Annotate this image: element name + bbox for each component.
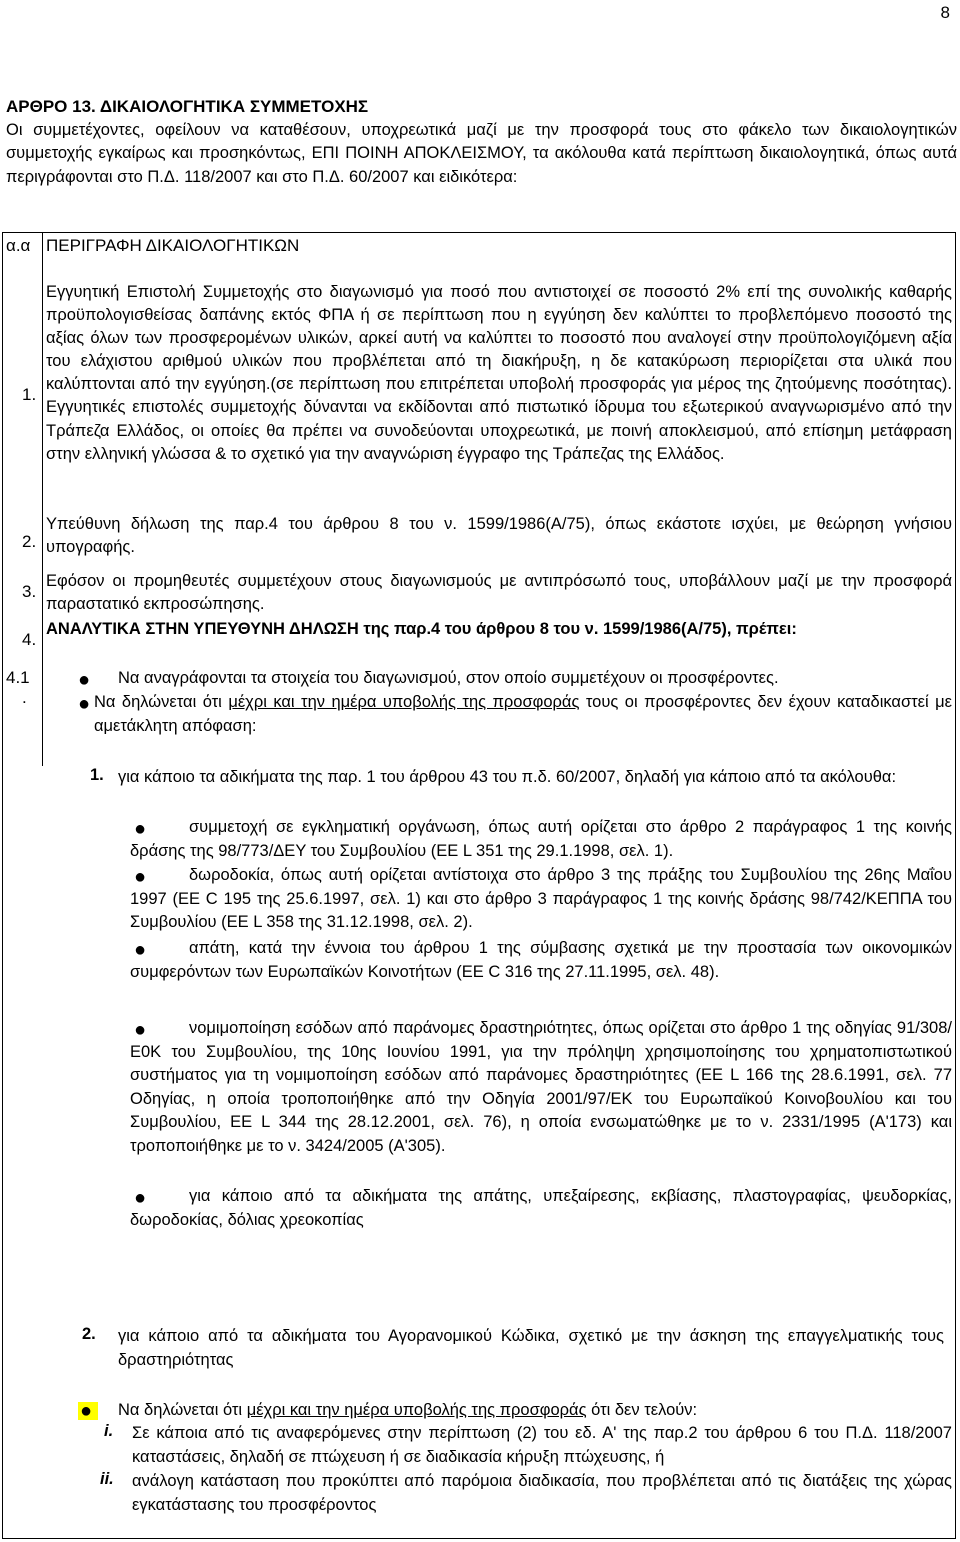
roman-i-text: Σε κάποια από τις αναφερόμενες στην περίπτωση (2) του εδ. Α' της παρ.2 του άρθρου 6 του Π.Δ. 118/2007 καταστάσεις, δηλαδή σε πτώχευση ή σε διαδικασία κήρυξη πτώχευσης, ή <box>132 1424 952 1466</box>
subitem-2-number: 2. <box>82 1325 96 1343</box>
subitem-1-text: για κάποιο τα αδικήματα της παρ. 1 του άρθρου 43 του π.δ. 60/2007, δηλαδή για κάποιο από τα ακόλουθα: <box>118 768 897 786</box>
roman-ii-number: ii. <box>100 1470 114 1488</box>
item-2-text: Υπεύθυνη δήλωση της παρ.4 του άρθρου 8 του ν. 1599/1986(Α/75), όπως εκάστοτε ισχύει, με θεώρηση γνήσιου υπογραφής. <box>46 515 952 557</box>
item-3-text: Εφόσον οι προμηθευτές συμμετέχουν στους διαγωνισμούς με αντιπρόσωπό τους, υποβάλλουν μαζί με την προσφορά παραστατικό εκπροσώπησης. <box>46 572 952 614</box>
table-header-title: ΠΕΡΙΓΡΑΦΗ ΔΙΚΑΙΟΛΟΓΗΤΙΚΩΝ <box>46 236 300 255</box>
bullet-icon: ● <box>134 818 147 840</box>
table-header-number: α.α <box>6 236 31 255</box>
item-41-bullet-2: Να δηλώνεται ότι μέχρι και την ημέρα υποβολής της προσφοράς τους οι προσφέροντες δεν έχουν καταδικαστεί με αμετάκλητη απόφαση: <box>94 693 952 735</box>
roman-i-number: i. <box>104 1422 114 1440</box>
item-4-number: 4. <box>22 630 37 649</box>
bullet-icon: ● <box>134 1019 147 1041</box>
bullet-icon: ● <box>80 1400 93 1422</box>
roman-ii-text: ανάλογη κατάσταση που προκύπτει από παρόμοια διαδικασία, που προβλέπεται από τις διατάξεις της χώρας εγκατάστασης του προσφέροντος <box>132 1472 952 1514</box>
item-1-number: 1. <box>22 385 37 404</box>
offence-bullet: δωροδοκία, όπως αυτή ορίζεται αντίστοιχα στο άρθρο 3 της πράξης του Συμβουλίου της 26ης Μαΐου 1997 (ΕΕ C 195 της 25.6.1997, σελ. 1) και στο άρθρο 3 παράγραφος 1 της κοινής δράσης 98/742/ΚΕΠΠΑ του Συμβουλίου (ΕΕ L 358 της 31.12.1998, σελ. 2). <box>130 866 952 931</box>
article-heading: ΑΡΘΡΟ 13. ΔΙΚΑΙΟΛΟΓΗΤΙΚΑ ΣΥΜΜΕΤΟΧΗΣ <box>6 97 369 116</box>
bullet-3-text: Να δηλώνεται ότι μέχρι και την ημέρα υποβολής της προσφοράς ότι δεν τελούν: <box>118 1401 698 1419</box>
subitem-2-text: για κάποιο από τα αδικήματα του Αγορανομικού Κώδικα, σχετικό με την άσκηση της επαγγελματικής τους δραστηριότητας <box>118 1327 944 1369</box>
bullet-icon: ● <box>134 1187 147 1209</box>
item-2-number: 2. <box>22 532 37 551</box>
offence-bullet: για κάποιο από τα αδικήματα της απάτης, υπεξαίρεσης, εκβίασης, πλαστογραφίας, ψευδορκίας, δωροδοκίας, δόλιας χρεοκοπίας <box>130 1187 952 1229</box>
subitem-1-number: 1. <box>90 766 104 784</box>
item-4-text: ΑΝΑΛΥΤΙΚΑ ΣΤΗΝ ΥΠΕΥΘΥΝΗ ΔΗΛΩΣΗ της παρ.4 του άρθρου 8 του ν. 1599/1986(Α/75), πρέπει: <box>46 620 797 638</box>
item-41-dot: . <box>22 688 27 707</box>
item-1-text: Εγγυητική Επιστολή Συμμετοχής στο διαγωνισμό για ποσό που αντιστοιχεί σε ποσοστό 2% επί της συνολικής καθαρής προϋπολογισθείσας δαπάνης εκτός ΦΠΑ ή σε περίπτωση που η εγγύηση δεν καλύπτει το προβλεπόμενο ποσοστό της αξίας όλων των προσφερομένων υλικών, αρκεί αυτή να καλύπτει το ποσοστό που αναλογεί στην προϋπολογιζόμενη αξία του ελάχιστου αριθμού υλικών που προβλέπεται από τη διακήρυξη, η δε κατακύρωση περιορίζεται στα υλικά που καλύπτονται από την εγγύηση.(σε περίπτωση που επιτρέπεται υποβολή προσφοράς για μέρος της ζητούμενης ποσότητας). Εγγυητικές επιστολές συμμετοχής δύνανται να εκδίδονται από πιστωτικό ίδρυμα του εξωτερικού αναγνωρισμένο από την Τράπεζα Ελλάδος, οι οποίες θα πρέπει να συνοδεύονται υποχρεωτικά, με ποινή αποκλεισμού, από επίσημη μετάφραση στην ελληνική γλώσσα & το σχετικό για την αναγνώριση έγγραφο της Τράπεζας της Ελλάδος. <box>46 283 952 463</box>
page-number: 8 <box>940 3 950 22</box>
item-3-number: 3. <box>22 582 37 601</box>
offence-bullet: συμμετοχή σε εγκληματική οργάνωση, όπως αυτή ορίζεται στο άρθρο 2 παράγραφος 1 της κοινής δράσης της 98/773/ΔΕΥ του Συμβουλίου (ΕΕ L 351 της 29.1.1998, σελ. 1). <box>130 818 952 860</box>
bullet-icon: ● <box>78 669 91 691</box>
intro-paragraph: Οι συμμετέχοντες, οφείλουν να καταθέσουν, υποχρεωτικά μαζί με την προσφορά τους στο φάκελο των δικαιολογητικών συμμετοχής εγκαίρως και προσηκόντως, ΕΠΙ ΠΟΙΝΗ ΑΠΟΚΛΕΙΣΜΟΥ, τα ακόλουθα κατά περίπτωση δικαιολογητικά, όπως αυτά περιγράφονται στο Π.Δ. 118/2007 και στο Π.Δ. 60/2007 και ειδικότερα: <box>6 121 957 186</box>
bullet-icon: ● <box>78 693 91 715</box>
bullet-icon: ● <box>134 866 147 888</box>
offence-bullet: απάτη, κατά την έννοια του άρθρου 1 της σύμβασης σχετικά με την προστασία των οικονομικών συμφερόντων των Ευρωπαϊκών Κοινοτήτων (ΕΕ C 316 της 27.11.1995, σελ. 48). <box>130 939 952 981</box>
number-column-divider <box>42 232 43 766</box>
item-41-number: 4.1 <box>6 668 30 687</box>
table-top-border <box>2 232 955 233</box>
item-41-bullet-1: Να αναγράφονται τα στοιχεία του διαγωνισμού, στον οποίο συμμετέχουν οι προσφέροντες. <box>118 669 779 687</box>
bullet-icon: ● <box>134 939 147 961</box>
offence-bullet: νομιμοποίηση εσόδων από παράνομες δραστηριότητες, όπως ορίζεται στο άρθρο 1 της οδηγίας 91/308/Ε0Κ του Συμβουλίου, της 10ης Ιουνίου 1991, για την πρόληψη χρησιμοποίησης του χρηματοπιστωτικού συστήματος για τη νομιμοποίηση εσόδων από παράνομες δραστηριότητες (ΕΕ L 166 της 28.6.1991, σελ. 77 Οδηγίας, η οποία τροποποιήθηκε από την Οδηγία 2001/97/ΕΚ του Ευρωπαϊκού Κοινοβουλίου και του Συμβουλίου, ΕΕ L 344 της 28.12.2001, σελ. 76), η οποία ενσωματώθηκε με το ν. 2331/1995 (Α'173) και τροποποιήθηκε με το ν. 3424/2005 (Α'305). <box>130 1019 952 1155</box>
